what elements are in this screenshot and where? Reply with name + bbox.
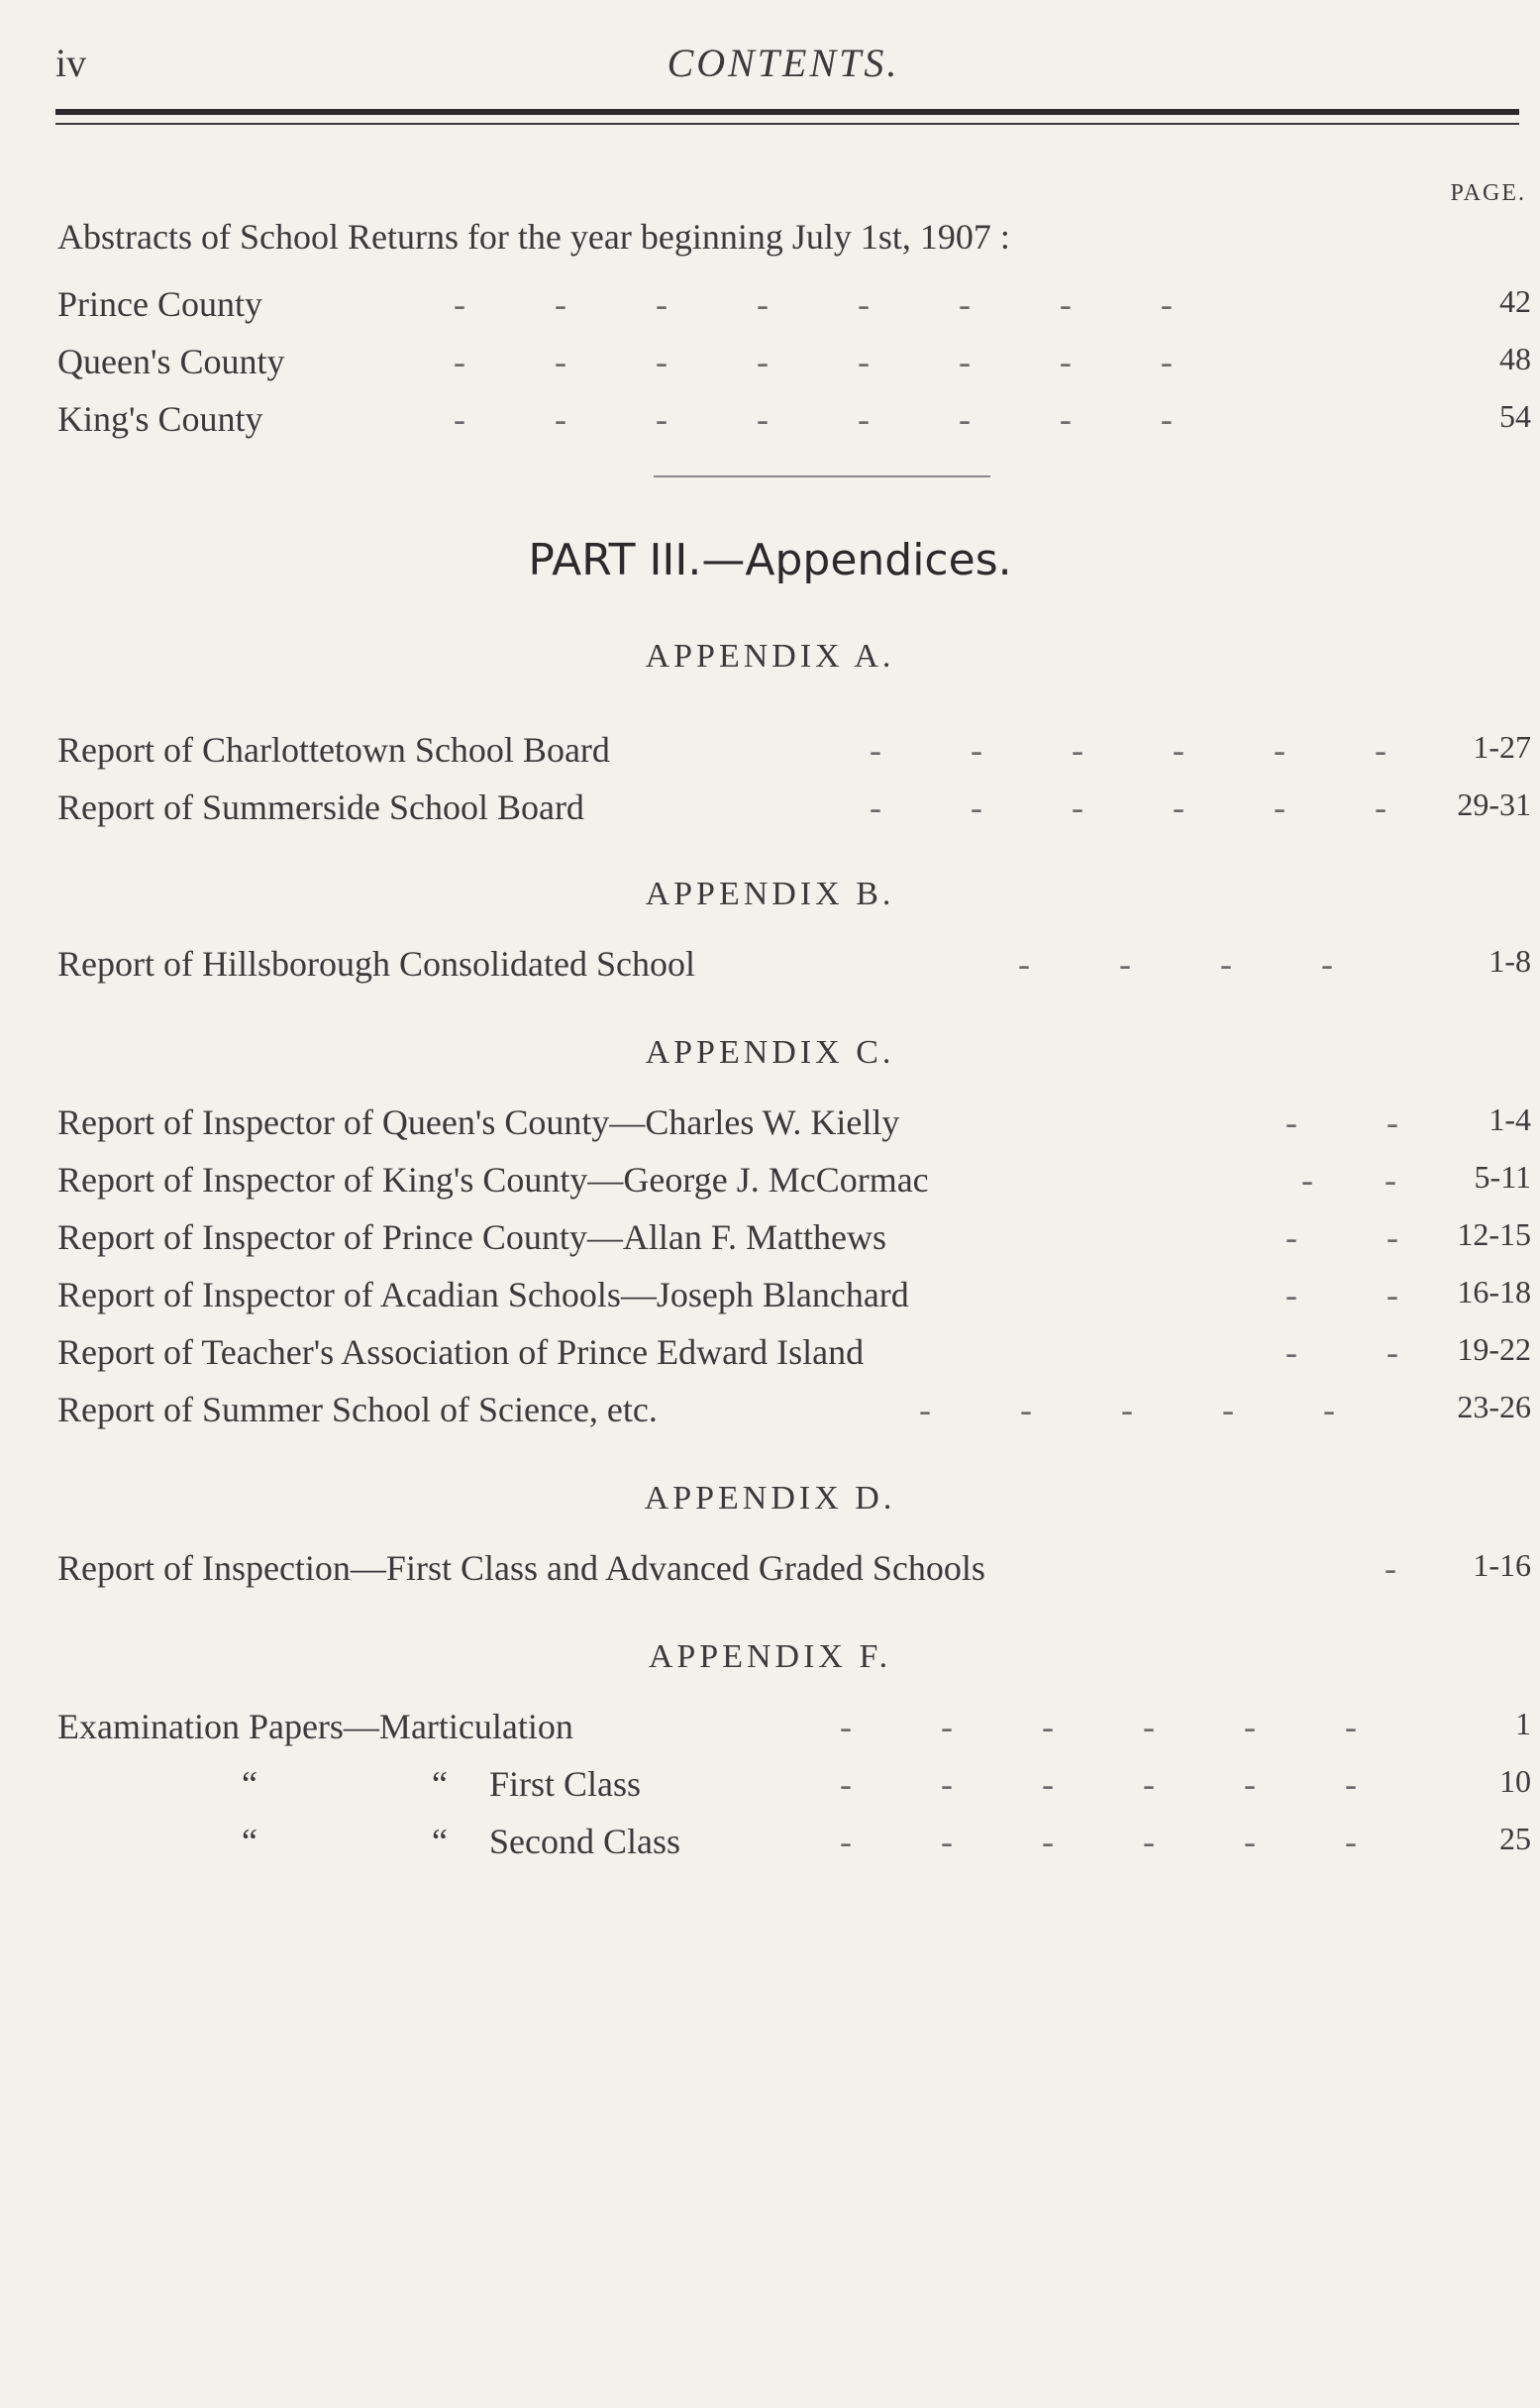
toc-entry[interactable] [57,341,1531,388]
toc-entry-label: King's County [57,399,263,439]
dot-leader: - - - - - [919,1390,1335,1429]
toc-entry[interactable] [57,1159,1531,1206]
dot-leader: - - - - - - [870,787,1386,827]
appendix-a-heading: APPENDIX A. [645,638,895,675]
toc-entry[interactable] [57,1331,1531,1379]
toc-entry-label: Report of Inspector of Acadian Schools—Joseph Blanchard [57,1275,909,1314]
dot-leader: - - - - - - - - [454,284,1173,324]
appendix-d-heading: APPENDIX D. [644,1480,896,1517]
toc-entry-label: Queen's County [57,342,285,381]
ditto-mark: “ [242,1764,257,1804]
toc-entry[interactable] [57,1763,1531,1811]
dot-leader: - - - - [1018,944,1333,984]
dot-leader: - - [1285,1332,1398,1372]
toc-entry[interactable] [57,943,1531,991]
toc-entry-page: 1 [1515,1706,1531,1741]
ditto-mark: “ [242,1822,257,1861]
toc-entry[interactable] [57,1706,1531,1753]
toc-entry-label: Report of Inspector of Prince County—Allan F. Matthews [57,1217,886,1257]
dot-leader: - - [1285,1102,1398,1142]
section-divider [654,475,990,477]
running-header [55,40,1511,89]
toc-entry-page: 1-8 [1489,943,1531,979]
ditto-mark: “ [432,1822,448,1861]
toc-entry-label: Report of Summer School of Science, etc. [57,1390,658,1429]
toc-entry-page: 48 [1499,341,1531,376]
toc-entry-label: Prince County [57,284,262,324]
toc-entry-page: 16-18 [1457,1274,1531,1309]
part-heading: PART III.—Appendices. [528,535,1012,585]
toc-entry[interactable] [57,1821,1531,1868]
toc-entry[interactable] [57,1274,1531,1321]
toc-entry-label: Second Class [489,1822,680,1861]
dot-leader: - - - - - - [840,1822,1357,1861]
toc-entry[interactable] [57,1101,1531,1149]
toc-entry[interactable] [57,398,1531,446]
toc-entry-page: 23-26 [1457,1389,1531,1424]
toc-entry-label: Report of Summerside School Board [57,787,584,827]
appendix-b-heading: APPENDIX B. [645,876,895,912]
toc-entry-page: 12-15 [1457,1216,1531,1252]
toc-entry-page: 1-27 [1473,729,1531,765]
dot-leader: - - - - - - [840,1764,1357,1804]
toc-entry-page: 19-22 [1457,1331,1531,1367]
toc-entry-label: Report of Hillsborough Consolidated School [57,944,695,984]
appendix-c-heading: APPENDIX C. [645,1034,895,1071]
dot-leader: - - - - - - - - [454,342,1173,381]
toc-entry[interactable] [57,729,1531,777]
toc-entry-page: 29-31 [1457,786,1531,822]
toc-entry-page: 1-16 [1473,1547,1531,1583]
toc-entry-page: 25 [1499,1821,1531,1856]
dot-leader: - [1385,1548,1396,1588]
toc-entry-label: Report of Inspector of King's County—George J. McCormac [57,1160,929,1200]
toc-entry-label: Report of Inspection—First Class and Advanced Graded Schools [57,1548,985,1588]
dot-leader: - - [1301,1160,1396,1200]
dot-leader: - - - - - - [840,1707,1357,1746]
toc-entry-label: Report of Teacher's Association of Prince Edward Island [57,1332,865,1372]
toc-entry-label: Examination Papers—Marticulation [57,1707,573,1746]
page-column-label: PAGE. [1450,180,1526,206]
abstracts-heading: Abstracts of School Returns for the year beginning July 1st, 1907 : [57,217,1010,257]
appendix-f-heading: APPENDIX F. [648,1638,892,1675]
toc-entry-page: 42 [1499,283,1531,319]
dot-leader: - - [1285,1217,1398,1257]
dot-leader: - - - - - - - - [454,399,1173,439]
toc-entry[interactable] [57,1389,1531,1436]
toc-entry[interactable] [57,283,1531,331]
toc-entry[interactable] [57,1547,1531,1595]
header-rule-thin [55,123,1519,125]
toc-entry-page: 1-4 [1489,1101,1531,1137]
toc-entry-page: 54 [1499,398,1531,434]
toc-entry[interactable] [57,786,1531,834]
dot-leader: - - [1285,1275,1398,1314]
toc-entry-page: 10 [1499,1763,1531,1799]
toc-entry-label: Report of Inspector of Queen's County—Charles W. Kielly [57,1102,900,1142]
toc-entry-page: 5-11 [1474,1159,1531,1195]
dot-leader: - - - - - - [870,730,1386,770]
page-title: CONTENTS. [667,41,900,85]
page-folio: iv [55,41,87,85]
header-rule-thick [55,109,1519,115]
toc-entry-label: Report of Charlottetown School Board [57,730,610,770]
abstracts-heading-line [57,216,1531,263]
toc-entry-label: First Class [489,1764,642,1804]
toc-entry[interactable] [57,1216,1531,1264]
ditto-mark: “ [432,1764,448,1804]
